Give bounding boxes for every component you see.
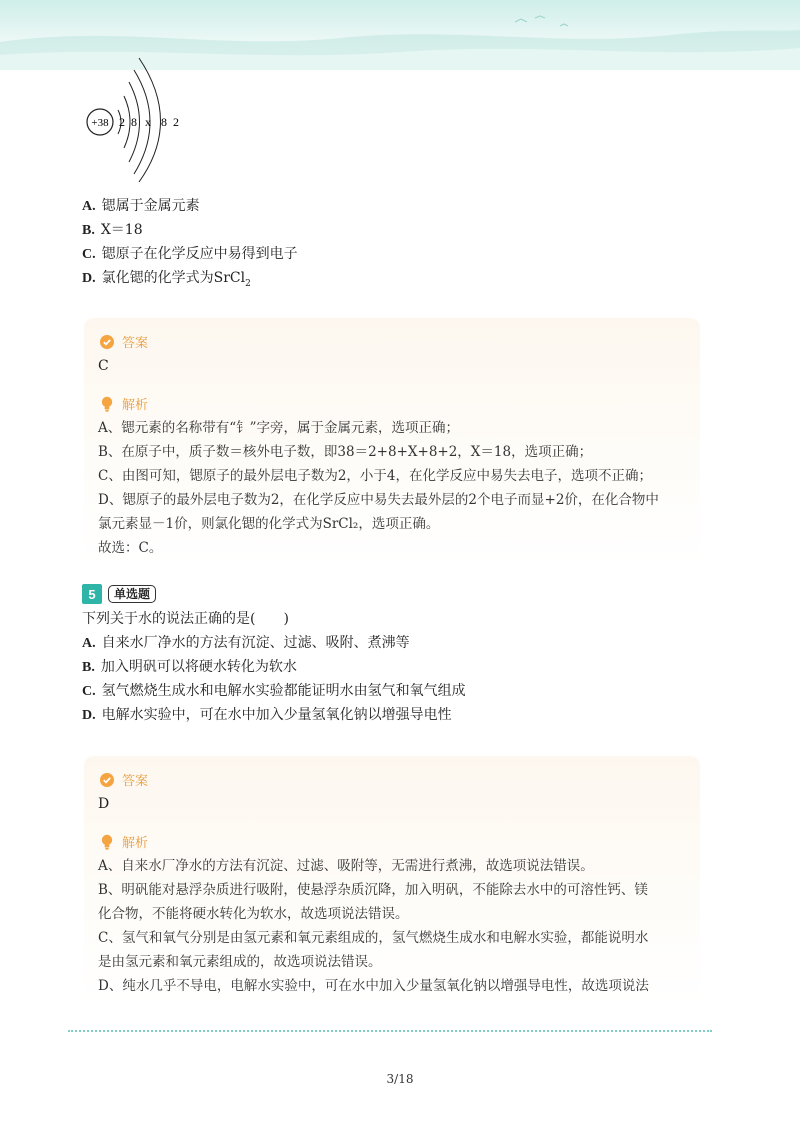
analysis-line: D、纯水几乎不导电，电解水实验中，可在水中加入少量氢氧化钠以增强导电性，故选项说法	[98, 978, 649, 994]
option-c	[82, 244, 298, 265]
question-type-badge: 单选题	[108, 585, 156, 603]
option-a	[82, 633, 410, 654]
option-letter: C.	[82, 247, 96, 262]
analysis-line: 化合物，不能将硬水转化为软水，故选项说法错误。	[98, 906, 409, 922]
lightbulb-icon	[100, 834, 114, 850]
shell-electrons: 2	[119, 115, 125, 129]
analysis-line: C、由图可知，锶原子的最外层电子数为2，小于4，在化学反应中易失去电子，选项不正确；	[98, 468, 653, 484]
shell-electrons: 8	[131, 115, 137, 129]
shell-electrons: 2	[173, 115, 179, 129]
option-text: 氢气燃烧生成水和电解水实验都能证明水由氢气和氧气组成	[101, 683, 466, 699]
analysis-label: 解析	[122, 398, 149, 413]
analysis-tag	[100, 832, 148, 851]
option-text: 加入明矾可以将硬水转化为软水	[100, 659, 297, 675]
option-text: 自来水厂净水的方法有沉淀、过滤、吸附、煮沸等	[101, 635, 410, 651]
analysis-line: 故选：C。	[98, 540, 163, 556]
answer-value: C	[98, 358, 109, 374]
option-b	[82, 657, 297, 678]
footer-divider	[68, 1030, 712, 1032]
option-subscript: 2	[245, 278, 251, 289]
analysis-line: 是由氢元素和氧元素组成的，故选项说法错误。	[98, 954, 382, 970]
option-c	[82, 681, 466, 702]
atom-structure-diagram	[84, 52, 194, 182]
option-d	[82, 705, 452, 726]
option-letter: D.	[82, 271, 96, 286]
analysis-line: B、在原子中，质子数＝核外电子数，即38＝2+8+X+8+2，X＝18，选项正确；	[98, 444, 593, 460]
answer-label: 答案	[122, 336, 149, 351]
answer-tag	[100, 770, 148, 789]
option-a	[82, 196, 200, 217]
shell-electrons: x	[145, 115, 151, 129]
option-d	[82, 268, 251, 294]
option-letter: A.	[82, 199, 96, 214]
check-badge-icon	[100, 335, 114, 349]
answer-card-q4	[84, 318, 700, 566]
analysis-line: A、锶元素的名称带有“钅”字旁，属于金属元素，选项正确；	[98, 420, 460, 436]
lightbulb-icon	[100, 396, 114, 412]
page-number: 3/18	[386, 1072, 414, 1086]
option-text: 锶原子在化学反应中易得到电子	[101, 246, 298, 262]
check-badge-icon	[100, 773, 114, 787]
option-letter: A.	[82, 636, 96, 651]
option-letter: D.	[82, 708, 96, 723]
option-letter: B.	[82, 223, 95, 238]
shell-electrons: 8	[161, 115, 167, 129]
question-number: 5	[82, 584, 102, 604]
answer-tag	[100, 332, 148, 351]
analysis-line: 氯元素显－1价，则氯化锶的化学式为SrCl₂，选项正确。	[98, 516, 440, 532]
question-header	[82, 584, 156, 604]
option-text: X＝18	[100, 222, 143, 238]
analysis-line: D、锶原子的最外层电子数为2，在化学反应中易失去最外层的2个电子而显+2价，在化合物中	[98, 492, 659, 508]
answer-value: D	[98, 796, 110, 812]
nucleus-label: +38	[91, 117, 109, 129]
answer-card-q5	[84, 756, 700, 1006]
option-text: 氯化锶的化学式为SrCl	[101, 270, 246, 286]
analysis-line: C、氢气和氧气分别是由氢元素和氧元素组成的，氢气燃烧生成水和电解水实验，都能说明水	[98, 930, 649, 946]
answer-label: 答案	[122, 774, 149, 789]
analysis-label: 解析	[122, 836, 149, 851]
option-text: 锶属于金属元素	[101, 198, 200, 214]
analysis-line: B、明矾能对悬浮杂质进行吸附，使悬浮杂质沉降，加入明矾，不能除去水中的可溶性钙、镁	[98, 882, 648, 898]
analysis-tag	[100, 394, 148, 413]
analysis-line: A、自来水厂净水的方法有沉淀、过滤、吸附等，无需进行煮沸，故选项说法错误。	[98, 858, 594, 874]
option-letter: C.	[82, 684, 96, 699]
option-letter: B.	[82, 660, 95, 675]
option-b	[82, 220, 143, 241]
question-stem: 下列关于水的说法正确的是( )	[82, 611, 289, 627]
option-text: 电解水实验中，可在水中加入少量氢氧化钠以增强导电性	[101, 707, 452, 723]
